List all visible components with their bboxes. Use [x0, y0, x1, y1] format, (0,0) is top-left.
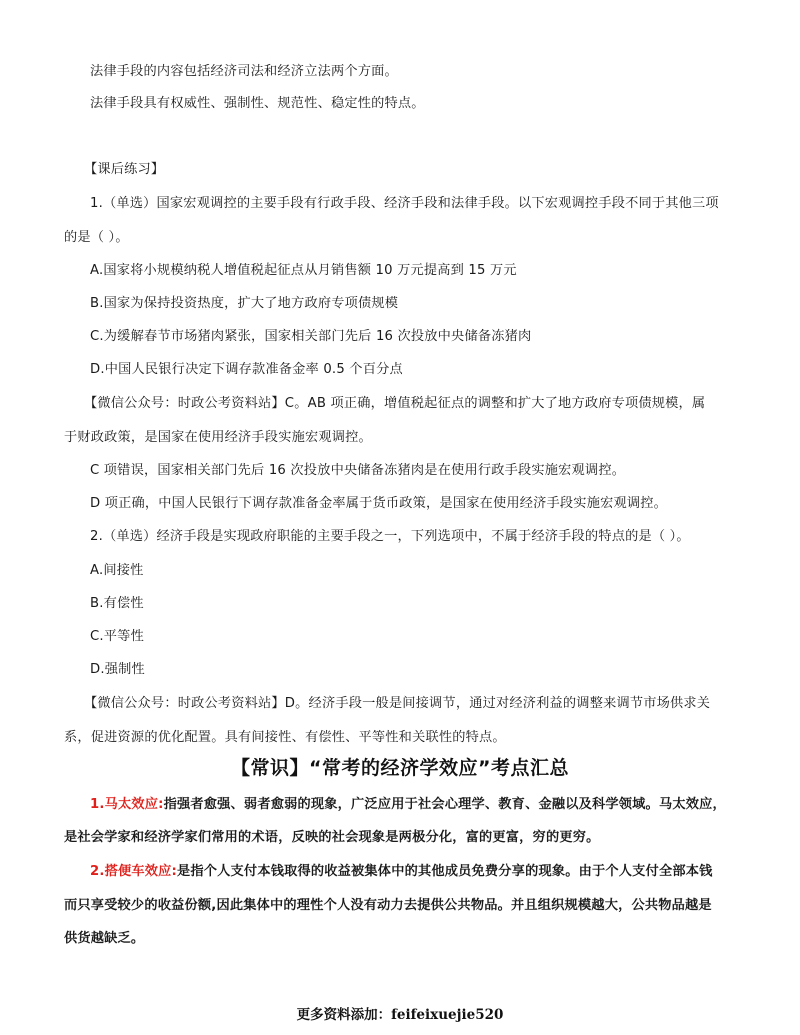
effect-item-2-line-1	[90, 862, 744, 882]
effect-item-1-line-2: 是社会学家和经济学家们常用的术语，反映的社会现象是两极分化，富的更富，穷的更穷。	[64, 830, 600, 845]
effect-item-1-label: 1.马太效应:	[90, 797, 164, 812]
question-2-answer-line-1: 【微信公众号：时政公考资料站】D。经济手段一般是间接调节，通过对经济利益的调整来调节市场供求关	[84, 696, 711, 711]
effect-item-2-label: 2.搭便车效应:	[90, 864, 177, 879]
intro-paragraph-2: 法律手段具有权威性、强制性、规范性、稳定性的特点。	[90, 96, 425, 111]
intro-paragraph-1: 法律手段的内容包括经济司法和经济立法两个方面。	[90, 64, 398, 79]
question-2-answer-line-2: 系，促进资源的优化配置。具有间接性、有偿性、平等性和关联性的特点。	[64, 730, 506, 745]
effect-item-2-line-3: 供货越缺乏。	[64, 931, 145, 946]
footer-note: 更多资料添加：feifeixuejie520	[296, 1007, 504, 1023]
exercise-header: 【课后练习】	[84, 162, 165, 177]
question-1-line-1: 1.（单选）国家宏观调控的主要手段有行政手段、经济手段和法律手段。以下宏观调控手段不同于其他三项	[90, 196, 719, 211]
question-2-line-1: 2.（单选）经济手段是实现政府职能的主要手段之一，下列选项中，不属于经济手段的特点的是（ ）。	[90, 529, 690, 544]
question-1-answer-line-1: 【微信公众号：时政公考资料站】C。AB 项正确，增值税起征点的调整和扩大了地方政府专项债规模，属	[84, 396, 706, 411]
effect-item-1-text: 指强者愈强、弱者愈弱的现象，广泛应用于社会心理学、教育、金融以及科学领域。马太效应，	[163, 797, 726, 812]
question-1-answer-line-2: 于财政政策，是国家在使用经济手段实施宏观调控。	[64, 430, 372, 445]
question-2-option-d: D.强制性	[90, 662, 145, 677]
question-1-option-d: D.中国人民银行决定下调存款准备金率 0.5 个百分点	[90, 362, 403, 377]
question-2-option-a: A.间接性	[90, 563, 144, 578]
effect-item-2-text: 是指个人支付本钱取得的收益被集体中的其他成员免费分享的现象。由于个人支付全部本钱	[177, 864, 713, 879]
question-1-answer-line-3: C 项错误，国家相关部门先后 16 次投放中央储备冻猪肉是在使用行政手段实施宏观调控。	[90, 463, 626, 478]
question-2-option-c: C.平等性	[90, 629, 144, 644]
effect-item-1-line-1	[90, 795, 744, 815]
question-1-option-c: C.为缓解春节市场猪肉紧张，国家相关部门先后 16 次投放中央储备冻猪肉	[90, 329, 532, 344]
question-2-option-b: B.有偿性	[90, 596, 144, 611]
question-1-option-a: A.国家将小规模纳税人增值税起征点从月销售额 10 万元提高到 15 万元	[90, 263, 517, 278]
section-title: 【常识】“常考的经济学效应”考点汇总	[231, 757, 569, 779]
effect-item-2-line-2: 而只享受较少的收益份额,因此集体中的理性个人没有动力去提供公共物品。并且组织规模越大，公共物品越是	[64, 898, 712, 913]
question-1-answer-line-4: D 项正确，中国人民银行下调存款准备金率属于货币政策，是国家在使用经济手段实施宏观调控。	[90, 496, 668, 511]
question-1-option-b: B.国家为保持投资热度，扩大了地方政府专项债规模	[90, 296, 399, 311]
question-1-line-2: 的是（ ）。	[64, 230, 129, 245]
